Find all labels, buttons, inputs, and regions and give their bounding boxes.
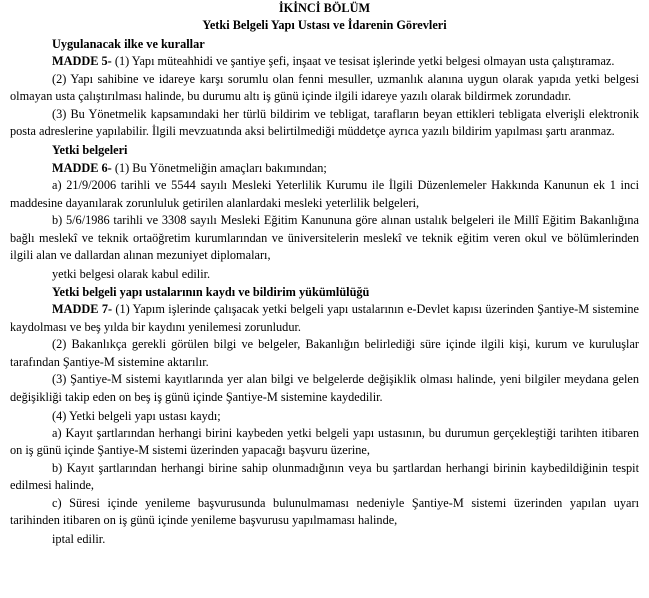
article-heading: Uygulanacak ilke ve kurallar bbox=[52, 37, 205, 51]
article-label: MADDE 7- bbox=[52, 301, 113, 316]
article-paragraph: b) 5/6/1986 tarihli ve 3308 sayılı Mesleki Eğitim Kanununa göre alınan ustalık belgeleri ile Millî Eğitim Bakanlığına bağlı meslekî ve teknik ortaöğretim kurumlarından ve üniversitelerin meslekî ve teknik eğitim veren okul ve bölümlerinden ilgili alan ve dallardan alınan mezuniyet diplomaları, bbox=[10, 213, 639, 263]
article-paragraph: (2) Yapı sahibine ve idareye karşı sorumlu olan fenni mesuller, uzmanlık alanına uygun olarak yapıda yetki belgesi olmayan usta çalıştırılması halinde, bu durumu altı iş günü içinde ilgili idareye yazılı olarak bildirmek zorundadır. bbox=[10, 71, 639, 104]
article-heading: Yetki belgeleri bbox=[52, 142, 128, 157]
article-paragraph: b) Kayıt şartlarından herhangi birine sahip olunmadığının veya bu şartlardan herhangi birinin kaybedildiğinin tespit edilmesi halinde, bbox=[10, 460, 639, 493]
article-paragraph: (3) Bu Yönetmelik kapsamındaki her türlü bildirim ve tebligat, tarafların beyan ettikleri tebligata elverişli elektronik posta adreslerine yapılabilir. İlgili mevzuatında aksi belirtilmediği müddetçe ayrıca yazılı bildirim yapılması şartı aranmaz. bbox=[10, 106, 639, 139]
chapter-title: İKİNCİ BÖLÜM bbox=[278, 1, 371, 15]
article-paragraph: a) 21/9/2006 tarihli ve 5544 sayılı Mesleki Yeterlilik Kurumu ile İlgili Düzenlemeler Hakkında Kanunun ek 1 inci maddesine dayanılarak zorunluluk getirilen alanlardaki mesleki yeterlilik belgeleri, bbox=[10, 177, 639, 210]
article-paragraph: (2) Bakanlıkça gerekli görülen bilgi ve belgeler, Bakanlığın belirlediği süre içinde ilgili kişi, kurum ve kuruluşlar tarafından Şantiye-M sistemine aktarılır. bbox=[10, 337, 639, 369]
article-label: MADDE 6- bbox=[52, 160, 112, 175]
article-heading: Yetki belgeli yapı ustalarının kaydı ve bildirim yükümlülüğü bbox=[52, 284, 370, 299]
article-lead-text: (1) Bu Yönetmeliğin amaçları bakımından; bbox=[111, 160, 327, 175]
article-lead bbox=[10, 53, 639, 71]
section-title: Yetki Belgeli Yapı Ustası ve İdarenin Görevleri bbox=[202, 18, 447, 32]
article-paragraph: a) Kayıt şartlarından herhangi birini kaybeden yetki belgeli yapı ustasının, bu durumun gerçekleştiği tarihten itibaren on iş günü içinde Şantiye-M sistemi üzerinden yapacağı başvuru üzerine, bbox=[10, 425, 639, 458]
article-paragraph: (4) Yetki belgeli yapı ustası kaydı; bbox=[52, 408, 221, 423]
article-label: MADDE 5- bbox=[52, 54, 112, 68]
article-paragraph: yetki belgesi olarak kabul edilir. bbox=[52, 266, 211, 281]
article-lead-text: (1) Yapım işlerinde çalışacak yetki belgeli yapı ustalarının e-Devlet kapısı üzerinden Şantiye-M sistemine kaydolması ve beş yılda bir kaydını yenilemesi zorunludur. bbox=[10, 301, 639, 334]
article-paragraph: c) Süresi içinde yenileme başvurusunda bulunulmaması nedeniyle Şantiye-M sistemi üzerinden yapılan uyarı tarihinden itibaren on iş günü içinde yenileme başvurusu yapılmaması halinde, bbox=[10, 495, 639, 528]
article-paragraph: (3) Şantiye-M sistemi kayıtlarında yer alan bilgi ve belgelerde değişiklik olması halinde, yeni bilgiler meydana gelen değişikliği takip eden on beş iş günü içinde Şantiye-M sistemine kaydedilir. bbox=[10, 372, 639, 404]
article-lead bbox=[10, 159, 639, 177]
article-lead bbox=[10, 301, 639, 336]
article-paragraph: iptal edilir. bbox=[52, 532, 106, 547]
article-lead-text: (1) Yapı müteahhidi ve şantiye şefi, inşaat ve tesisat işlerinde yetki belgesi olmayan usta çalıştıramaz. bbox=[111, 54, 615, 68]
